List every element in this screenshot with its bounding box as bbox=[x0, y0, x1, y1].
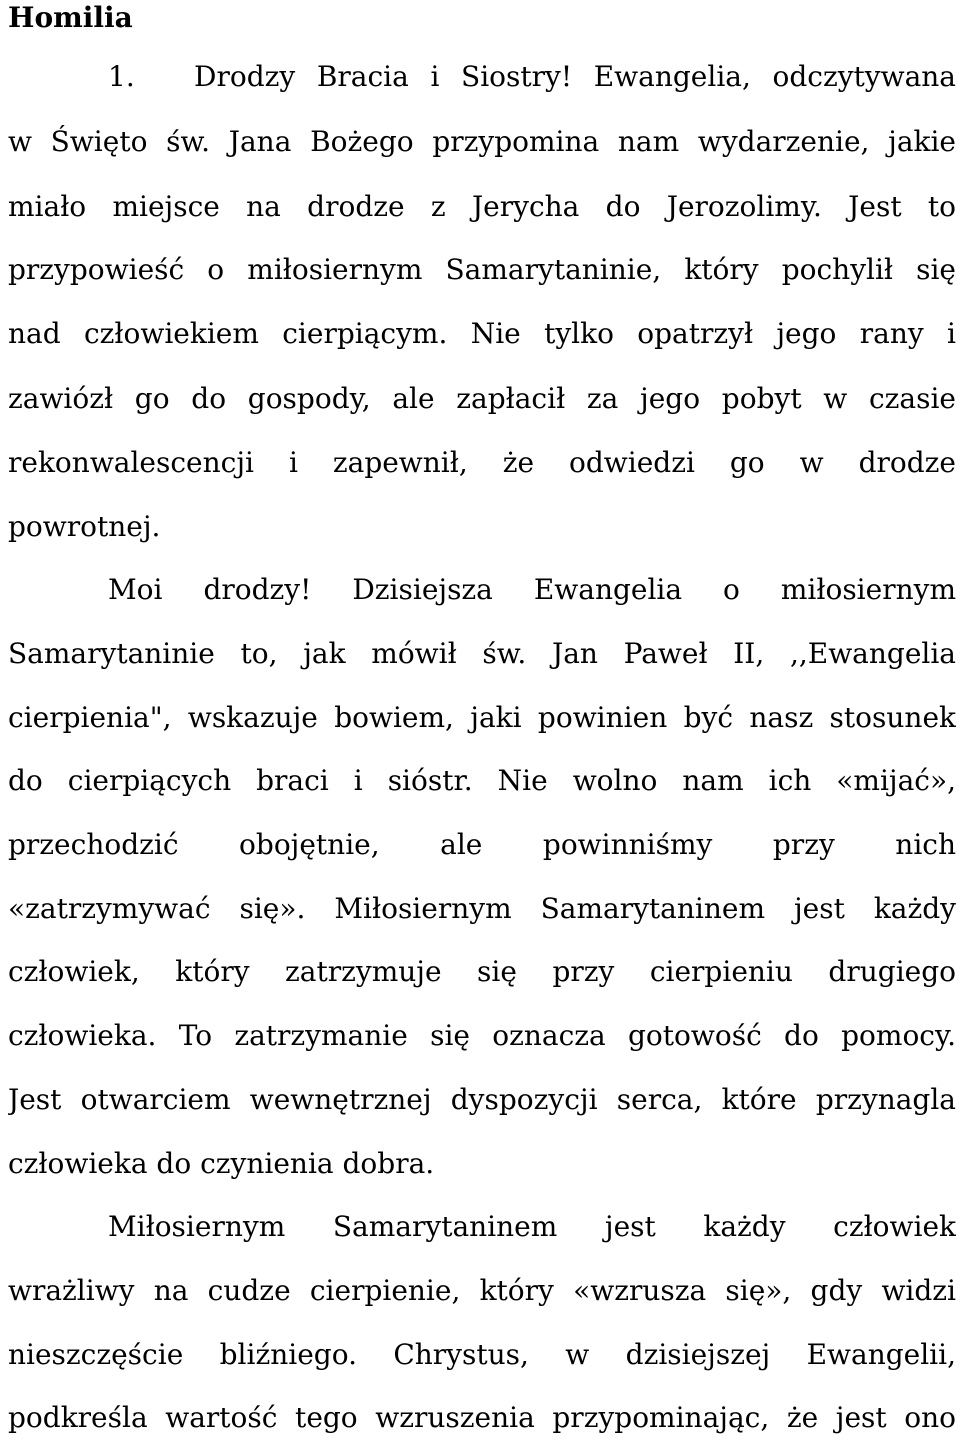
paragraph-1-line: w Święto św. Jana Bożego przypomina nam wydarzenie, jakie bbox=[8, 125, 956, 158]
paragraph-2-line: cierpienia", wskazuje bowiem, jaki powinien być nasz stosunek bbox=[8, 701, 956, 734]
paragraph-1-line: przypowieść o miłosiernym Samarytaninie, który pochylił się bbox=[8, 253, 956, 286]
paragraph-2-line: Moi drodzy! Dzisiejsza Ewangelia o miłosiernym bbox=[108, 573, 956, 606]
paragraph-3-line: Miłosiernym Samarytaninem jest każdy człowiek bbox=[108, 1210, 956, 1243]
paragraph-2-line: człowiek, który zatrzymuje się przy cierpieniu drugiego bbox=[8, 955, 956, 988]
paragraph-2-line: Jest otwarciem wewnętrznej dyspozycji serca, które przynagla bbox=[8, 1083, 956, 1116]
paragraph-3-line: podkreśla wartość tego wzruszenia przypominając, że jest ono bbox=[8, 1401, 956, 1434]
page-title: Homilia bbox=[8, 1, 133, 34]
paragraph-2-line: «zatrzymywać się». Miłosiernym Samarytaninem jest każdy bbox=[8, 892, 956, 925]
paragraph-1-line: miało miejsce na drodze z Jerycha do Jerozolimy. Jest to bbox=[8, 190, 956, 223]
paragraph-1-line bbox=[108, 57, 956, 97]
paragraph-2-line: do cierpiących braci i sióstr. Nie wolno nam ich «mijać», bbox=[8, 764, 956, 797]
paragraph-2-line: Samarytaninie to, jak mówił św. Jan Paweł II, ,,Ewangelia bbox=[8, 637, 956, 670]
paragraph-1-line: zawiózł go do gospody, ale zapłacił za jego pobyt w czasie bbox=[8, 382, 956, 415]
paragraph-number: 1. bbox=[108, 60, 135, 93]
paragraph-2-line: człowieka. To zatrzymanie się oznacza gotowość do pomocy. bbox=[8, 1019, 956, 1052]
paragraph-2-line: przechodzić obojętnie, ale powinniśmy przy nich bbox=[8, 828, 956, 861]
paragraph-3-line: nieszczęście bliźniego. Chrystus, w dzisiejszej Ewangelii, bbox=[8, 1338, 956, 1371]
paragraph-1-line: rekonwalescencji i zapewnił, że odwiedzi go w drodze bbox=[8, 446, 956, 479]
paragraph-1-line: nad człowiekiem cierpiącym. Nie tylko opatrzył jego rany i bbox=[8, 317, 956, 350]
paragraph-2-line: człowieka do czynienia dobra. bbox=[8, 1147, 435, 1180]
paragraph-1-line: powrotnej. bbox=[8, 510, 161, 543]
paragraph-3-line: wrażliwy na cudze cierpienie, który «wzrusza się», gdy widzi bbox=[8, 1274, 956, 1307]
paragraph-1-text: Drodzy Bracia i Siostry! Ewangelia, odczytywana bbox=[194, 60, 956, 93]
